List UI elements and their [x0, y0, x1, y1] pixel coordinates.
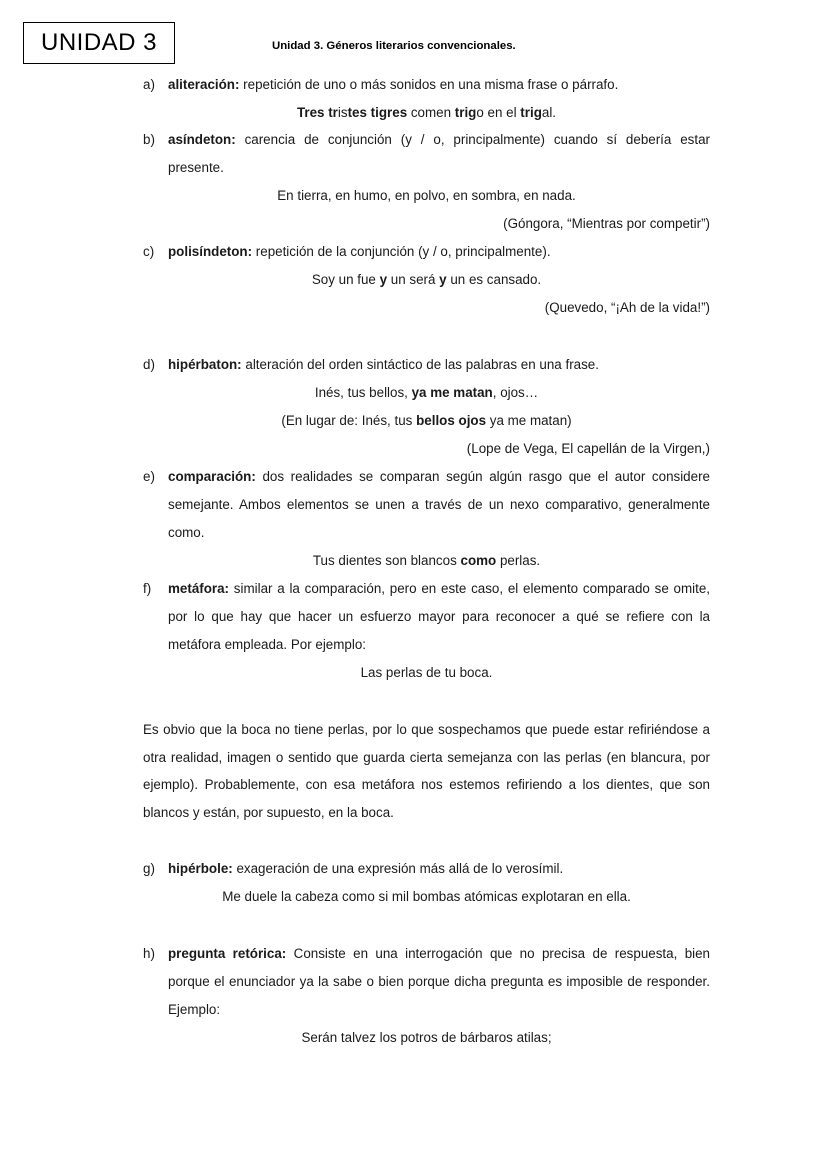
explanation-paragraph: Es obvio que la boca no tiene perlas, por lo que sospechamos que puede estar refiriéndose a otra realidad, imagen o sentido que guarda cierta semejanza con las perlas (en blancura, por ejemplo). Probablemente, con esa metáfora nos estemos refiriendo a los dientes, que son blancos y están, por supuesto, en la boca. [143, 722, 710, 821]
item-letter: g) [143, 861, 155, 876]
list-item-hyperbaton [143, 351, 710, 379]
item-letter: f) [143, 581, 152, 596]
term: asíndeton: [168, 132, 236, 147]
term: polisíndeton: [168, 244, 253, 259]
unit-badge [23, 22, 175, 64]
definition: repetición de la conjunción (y / o, principalmente). [252, 244, 551, 259]
term: pregunta retórica: [168, 946, 287, 961]
item-letter: a) [143, 77, 155, 92]
list-item-polysyndeton [143, 238, 710, 266]
example-rhetorical-question: Serán talvez los potros de bárbaros atilas; [301, 1030, 552, 1045]
definition: repetición de uno o más sonidos en una misma frase o párrafo. [239, 77, 619, 92]
item-letter: d) [143, 357, 155, 372]
list-item-hyperbole [143, 855, 710, 883]
example-hyperbaton: Inés, tus bellos, ya me matan, ojos… [314, 385, 539, 400]
example-hyperbole: Me duele la cabeza como si mil bombas atómicas explotaran en ella. [222, 889, 631, 904]
unit-label: UNIDAD 3 [40, 29, 158, 56]
term: comparación: [168, 469, 256, 484]
example-metaphor: Las perlas de tu boca. [360, 665, 493, 680]
definition: similar a la comparación, pero en este caso, el elemento comparado se omite, por lo que hay que hacer un esfuerzo mayor para reconocer a qué se refiere con la metáfora empleada. Por ejemplo: [168, 581, 710, 652]
definition: Consiste en una interrogación que no precisa de respuesta, bien porque el enunciador ya la sabe o bien porque dicha pregunta es imposible de responder. Ejemplo: [168, 946, 711, 1017]
example-polysyndeton: Soy un fue y un será y un es cansado. [311, 272, 542, 287]
term: aliteración: [168, 77, 240, 92]
list-item-rhetorical-question [143, 940, 710, 1024]
example-alliteration: Tres tristes tigres comen trigo en el trigal. [296, 105, 557, 120]
source-asyndeton: (Góngora, “Mientras por competir”) [503, 216, 710, 231]
definition: exageración de una expresión más allá de lo verosímil. [232, 861, 564, 876]
list-item-asyndeton [143, 126, 710, 182]
list-item-comparison [143, 463, 710, 547]
example-asyndeton: En tierra, en humo, en polvo, en sombra, en nada. [277, 188, 576, 203]
list-item-metaphor [143, 575, 710, 659]
term: metáfora: [168, 581, 230, 596]
list-item-alliteration [143, 71, 710, 99]
page-title: Unidad 3. Géneros literarios convencionales. [272, 40, 516, 52]
note-hyperbaton: (En lugar de: Inés, tus bellos ojos ya me matan) [281, 413, 572, 428]
term: hipérbaton: [168, 357, 242, 372]
term: hipérbole: [168, 861, 233, 876]
item-letter: c) [143, 244, 155, 259]
item-letter: h) [143, 946, 155, 961]
definition: dos realidades se comparan según algún rasgo que el autor considere semejante. Ambos elementos se unen a través de un nexo comparativo, generalmente como. [168, 469, 710, 540]
definition: alteración del orden sintáctico de las palabras en una frase. [241, 357, 599, 372]
item-letter: b) [143, 132, 155, 147]
source-polysyndeton: (Quevedo, “¡Ah de la vida!”) [544, 300, 710, 315]
item-letter: e) [143, 469, 155, 484]
example-comparison: Tus dientes son blancos como perlas. [312, 553, 541, 568]
definition: carencia de conjunción (y / o, principalmente) cuando sí debería estar presente. [168, 132, 710, 175]
source-hyperbaton: (Lope de Vega, El capellán de la Virgen,) [466, 441, 710, 456]
